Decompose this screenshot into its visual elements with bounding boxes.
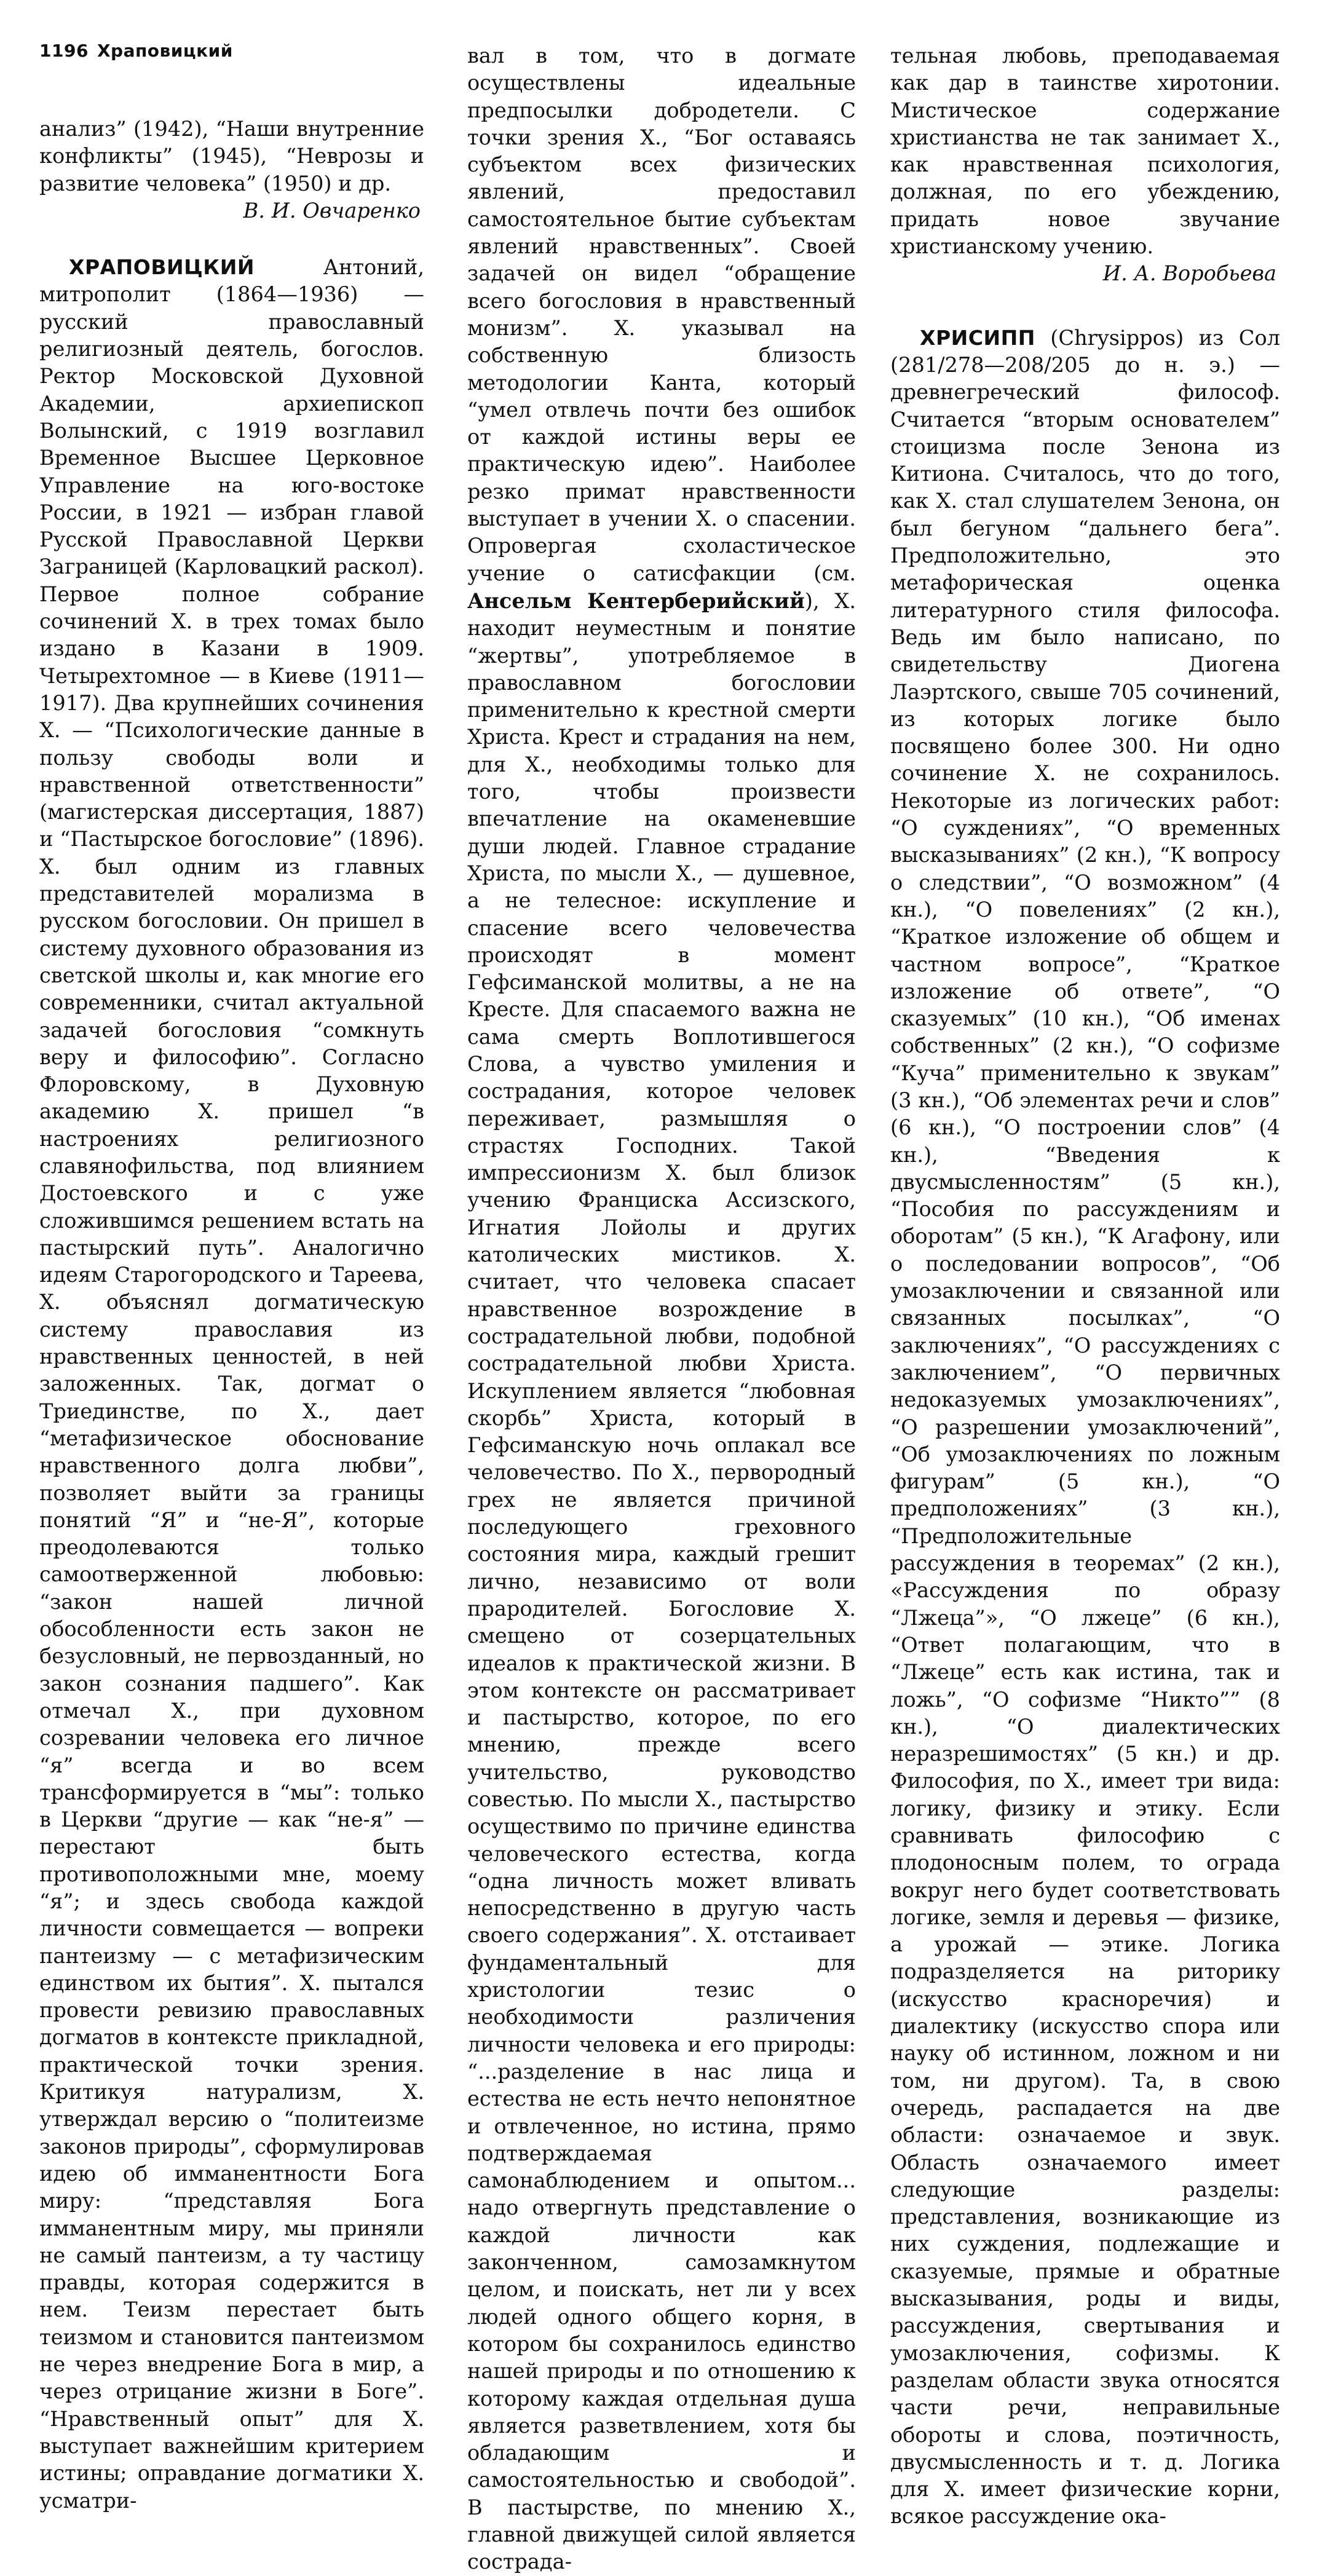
column-right xyxy=(890,42,1280,2531)
page-number: 1196 xyxy=(39,41,89,61)
headword-khrapovitsky: ХРАПОВИЦКИЙ xyxy=(69,255,255,280)
article-khrapovitsky-author: И. А. Воробьева xyxy=(1102,261,1276,286)
previous-article-tail: анализ” (1942), “Наши внутренние конфликты” (1945), “Неврозы и развитие человека” (1950) и др. xyxy=(39,117,424,196)
headword-chrysippus: ХРИСИПП xyxy=(920,325,1035,350)
article-khrapovitsky-text-part2: ), Х. находит неуместным и понятие “жертвы”, употребляемое в православном богословии применительно к крестной смерти Христа. Крест и страдания на нем, для Х., необходимы только для того, чтобы произвести впечатление на окаменевшие души людей. Главное страдание Христа, по мысли Х., — душевное, а не телесное: искупление и спасение всего человечества происходят в момент Гефсиманской молитвы, а не на Кресте. Для спасаемого важна не сама смерть Воплотившегося Слова, а чувство умиления и сострадания, которое человек переживает, размышляя о страстях Господних. Такой импрессионизм Х. был близок учению Франциска Ассизского, Игнатия Лойолы и других католических мистиков. Х. считает, что человека спасает нравственное возрождение в сострадательной любви, подобной сострадательной любви Христа. Искуплением является “любовная скорбь” Христа, который в Гефсиманскую ночь оплакал все человечество. По Х., первородный грех не является причиной последующего греховного состояния мира, каждый грешит лично, независимо от воли прародителей. Богословие Х. смещено от созерцательных идеалов к практической жизни. В этом контексте он рассматривает и пастырство, которое, по его мнению, прежде всего учительство, руководство совестью. По мысли Х., пастырство осуществимо по причине единства человеческого естества, когда “одна личность может вливать непосредственно в другую часть своего содержания”. Х. отстаивает фундаментальный для христологии тезис о необходимости различения личности человека и его природы: “...разделение в нас лица и естества не есть нечто непонятное и отвлеченное, но истина, прямо подтверждаемая самонаблюдением и опытом... надо отвергнуть представление о каждой личности как законченном, самозамкнутом целом, и поискать, нет ли у всех людей одного общего корня, в котором бы сохранилось единство нашей природы и по отношению к которому каждая отдельная душа является разветвлением, хотя бы обладающим и самостоятельностью и свободой”. В пастырстве, по мнению Х., главной движущей силой является сострада- xyxy=(467,588,856,2574)
article-chrysippus xyxy=(890,325,1280,2531)
cross-reference-anselm: Ансельм Кентерберийский xyxy=(467,588,805,613)
column-left xyxy=(39,116,424,2515)
article-khrapovitsky-end: тельная любовь, преподаваемая как дар в таинстве хиротонии. Мистическое содержание христианства не так занимает Х., как нравственная психология, должная, по его убеждению, придать новое звучание христианскому учению. xyxy=(890,44,1280,259)
article-chrysippus-text: (Chrysippos) из Сол (281/278—208/205 до н. э.) — древнегреческий философ. Считается “вторым основателем” стоицизма после Зенона из Китиона. Считалось, что до того, как Х. стал слушателем Зенона, он был бегуном “дальнего бега”. Предположительно, это метафорическая оценка литературного стиля философа. Ведь им было написано, по свидетельству Диогена Лаэртского, свыше 705 сочинений, из которых логике было посвящено более 300. Ни одно сочинение Х. не сохранилось. Некоторые из логических работ: “О суждениях”, “О временных высказываниях” (2 кн.), “К вопросу о следствии”, “О возможном” (4 кн.), “О повелениях” (2 кн.), “Краткое изложение об общем и частном вопросе”, “Краткое изложение об ответе”, “О сказуемых” (10 кн.), “Об именах собственных” (2 кн.), “О софизме “Куча” применительно к звукам” (3 кн.), “Об элементах речи и слов” (6 кн.), “О построении слов” (4 кн.), “Введения к двусмысленностям” (5 кн.), “Пособия по рассуждениям и оборотам” (5 кн.), “К Агафону, или о последовании вопросов”, “Об умозаключении и связанной или связанных посылках”, “О заключениях”, “О рассуждениях с заключением”, “О первичных недоказуемых умозаключениях”, “О разрешении умозаключений”, “Об умозаключениях по ложным фигурам” (5 кн.), “О предположениях” (3 кн.), “Предположительные рассуждения в теоремах” (2 кн.), «Рассуждения по образу “Лжеца”», “О лжеце” (6 кн.), “Ответ полагающим, что в “Лжеце” есть как истина, так и ложь”, “О софизме “Никто”” (8 кн.), “О диалектических неразрешимостях” (5 кн.) и др. Философия, по Х., имеет три вида: логику, физику и этику. Если сравнивать философию с плодоносным полем, то ограда вокруг него будет соответствовать логике, земля и деревья — физике, а урожай — этике. Логика подразделяется на риторику (искусство красноречия) и диалектику (искусство спора или науку об истинном, ложном и ни том, ни другом). Та, в свою очередь, распадается на две области: означаемое и звук. Область означаемого имеет следующие разделы: представления, возникающие из них суждения, подлежащие и сказуемые, прямые и обратные высказывания, роды и виды, рассуждения, свертывания и умозаключения, софизмы. К разделам области звука относятся части речи, неправильные обороты и слова, поэтичность, двусмысленность и т. д. Логика для Х. имеет физические корни, всякое рассуждение ока- xyxy=(890,325,1280,2529)
running-title: Храповицкий xyxy=(97,41,233,61)
previous-article-author: В. И. Овчаренко xyxy=(243,198,421,223)
article-khrapovitsky-text-part1: вал в том, что в догмате осуществлены идеальные предпосылки добродетели. С точки зрения Х., “Бог оставаясь субъектом всех физических явлений, предоставил самостоятельное бытие субъектам явлений нравственных”. Своей задачей он видел “обращение всего богословия в нравственный монизм”. Х. указывал на собственную близость методологии Канта, который “умел отвлечь почти без ошибок от каждой истины веры ее практическую идею”. Наиболее резко примат нравственности выступает в учении Х. о спасении. Опровергая схоластическое учение о сатисфакции (см. xyxy=(467,44,856,585)
page-header xyxy=(39,41,233,61)
article-khrapovitsky-continued xyxy=(467,42,856,2576)
article-khrapovitsky-text: Антоний, митрополит (1864—1936) — русский православный религиозный деятель, богослов. Ректор Московской Духовной Академии, архиепископ Волынский, с 1919 возглавил Временное Высшее Церковное Управление на юго-востоке России, в 1921 — избран главой Русской Православной Церкви Заграницей (Карловацкий раскол). Первое полное собрание сочинений Х. в трех томах было издано в Казани в 1909. Четырехтомное — в Киеве (1911—1917). Два крупнейших сочинения Х. — “Психологические данные в пользу свободы воли и нравственной ответственности” (магистерская диссертация, 1887) и “Пастырское богословие” (1896). Х. был одним из главных представителей морализма в русском богословии. Он пришел в систему духовного образования из светской школы и, как многие его современники, считал актуальной задачей богословия “сомкнуть веру и философию”. Согласно Флоровскому, в Духовную академию Х. пришел “в настроениях религиозного славянофильства, под влиянием Достоевского и с уже сложившимся решением встать на пастырский путь”. Аналогично идеям Старогородского и Тареева, Х. объяснял догматическую систему православия из нравственных ценностей, в ней заложенных. Так, догмат о Триединстве, по Х., дает “метафизическое обоснование нравственного долга любви”, позволяет выйти за границы понятий “Я” и “не-Я”, которые преодолеваются только самоотверженной любовью: “закон нашей личной обособленности есть закон не безусловный, не первозданный, но закон сознания падшего”. Как отмечал Х., при духовном созревании человека его личное “я” всегда и во всем трансформируется в “мы”: только в Церкви “другие — как “не-я” — перестают быть противоположными мне, моему “я”; и здесь свобода каждой личности совмещается — вопреки пантеизму — с метафизическим единством их бытия”. Х. пытался провести ревизию православных догматов в контексте прикладной, практической точки зрения. Критикуя натурализм, Х. утверждал версию о “политеизме законов природы”, сформулировав идею об имманентности Бога миру: “представляя Бога имманентным миру, мы приняли не самый пантеизм, а ту частицу правды, которая содержится в нем. Теизм перестает быть теизмом и становится пантеизмом не через внедрение Бога в мир, а через отрицание жизни в Боге”. “Нравственный опыт” для Х. выступает важнейшим критерием истины; оправдание догматики Х. усматри- xyxy=(39,255,424,2513)
article-khrapovitsky xyxy=(39,254,424,2515)
column-middle xyxy=(467,42,856,2576)
